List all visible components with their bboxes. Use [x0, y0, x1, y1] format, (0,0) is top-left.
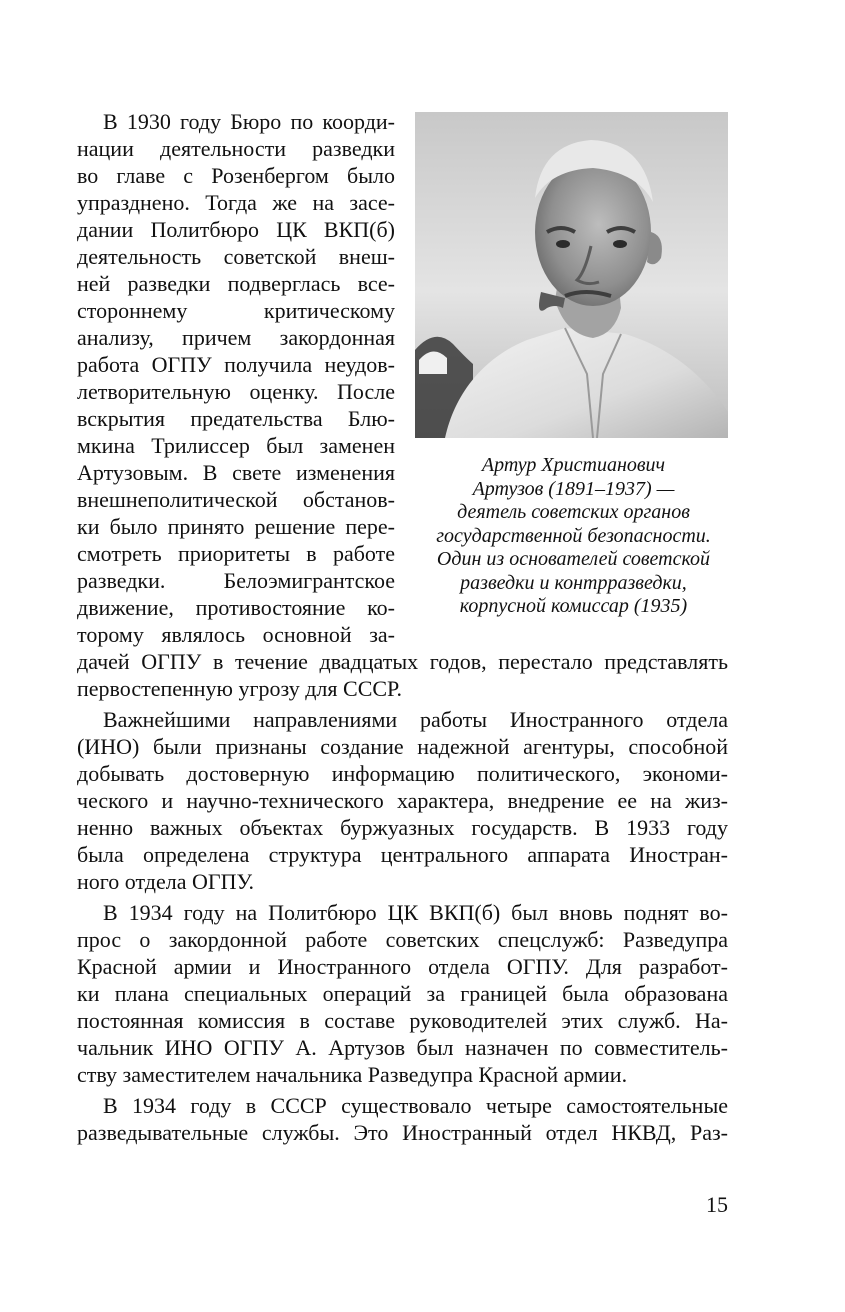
text-line: упразднено. Тогда же на засе- — [77, 190, 395, 215]
text-line: В 1934 году в СССР существовало четыре самостоятельные — [103, 1093, 728, 1118]
text-line: дании Политбюро ЦК ВКП(б) — [77, 217, 395, 242]
text-line: нации деятельности разведки — [77, 136, 395, 161]
text-line: летворительную оценку. После — [77, 379, 395, 404]
caption-line: деятель советских органов — [457, 501, 690, 523]
text-line: Важнейшими направлениями работы Иностранного отдела — [103, 707, 728, 732]
text-line: постоянная комиссия в составе руководителей этих служб. На- — [77, 1008, 728, 1033]
text-line: движение, противостояние ко- — [77, 595, 395, 620]
text-line: ней разведки подверглась все- — [77, 271, 395, 296]
text-line: первостепенную угрозу для СССР. — [77, 676, 403, 701]
text-line: анализу, причем закордонная — [77, 325, 395, 350]
photo-caption — [417, 454, 730, 619]
text-line: Артузовым. В свете изменения — [77, 460, 395, 485]
text-line: разведывательные службы. Это Иностранный отдел НКВД, Раз- — [77, 1120, 728, 1145]
caption-line: государственной безопасности. — [436, 524, 711, 547]
text-line: внешнеполитической обстанов- — [77, 487, 395, 512]
text-line: ки плана специальных операций за границей была образована — [77, 981, 728, 1006]
text-line: разведки. Белоэмигрантское — [77, 568, 395, 593]
text-line: прос о закордонной работе советских спецслужб: Разведупра — [77, 927, 728, 952]
text-line: работа ОГПУ получила неудов- — [77, 352, 395, 377]
text-line: ки было принято решение пере- — [77, 514, 395, 539]
text-line: стороннему критическому — [77, 298, 395, 323]
text-line: ненно важных объектах буржуазных государств. В 1933 году — [77, 815, 728, 840]
caption-line: Артузов (1891–1937) — — [472, 477, 675, 500]
caption-line: Один из основателей советской — [436, 548, 711, 570]
text-line: (ИНО) были признаны создание надежной агентуры, способной — [77, 734, 728, 759]
text-line: вскрытия предательства Блю- — [77, 406, 395, 431]
text-line: мкина Трилиссер был заменен — [77, 433, 395, 458]
caption-line: разведки и контрразведки, — [460, 571, 687, 594]
text-line: была определена структура центрального аппарата Иностран- — [77, 842, 728, 867]
portrait-photo — [415, 112, 728, 438]
text-line: ческого и научно-технического характера, внедрение ее на жиз- — [77, 788, 728, 813]
text-line: дачей ОГПУ в течение двадцатых годов, перестало представлять — [77, 649, 728, 674]
page-number: 15 — [706, 1192, 728, 1217]
book-page — [77, 108, 728, 1228]
text-line: ного отдела ОГПУ. — [77, 869, 254, 894]
text-line: во главе с Розенбергом было — [77, 163, 395, 188]
text-line: чальник ИНО ОГПУ А. Артузов был назначен по совместитель- — [77, 1035, 728, 1060]
text-line: В 1934 году на Политбюро ЦК ВКП(б) был вновь поднят во- — [103, 900, 728, 925]
text-line: ству заместителем начальника Разведупра Красной армии. — [77, 1062, 628, 1087]
text-line: добывать достоверную информацию политического, экономи- — [77, 761, 728, 786]
text-line: торому являлось основной за- — [77, 622, 395, 647]
caption-line: корпусной комиссар (1935) — [459, 595, 688, 617]
text-line: Красной армии и Иностранного отдела ОГПУ. Для разработ- — [77, 954, 728, 979]
text-line: В 1930 году Бюро по коорди- — [103, 109, 395, 134]
portrait-photo-illustration — [415, 112, 728, 438]
caption-line: Артур Христианович — [481, 454, 666, 476]
text-line: смотреть приоритеты в работе — [77, 541, 395, 566]
text-line: деятельность советской внеш- — [77, 244, 395, 269]
